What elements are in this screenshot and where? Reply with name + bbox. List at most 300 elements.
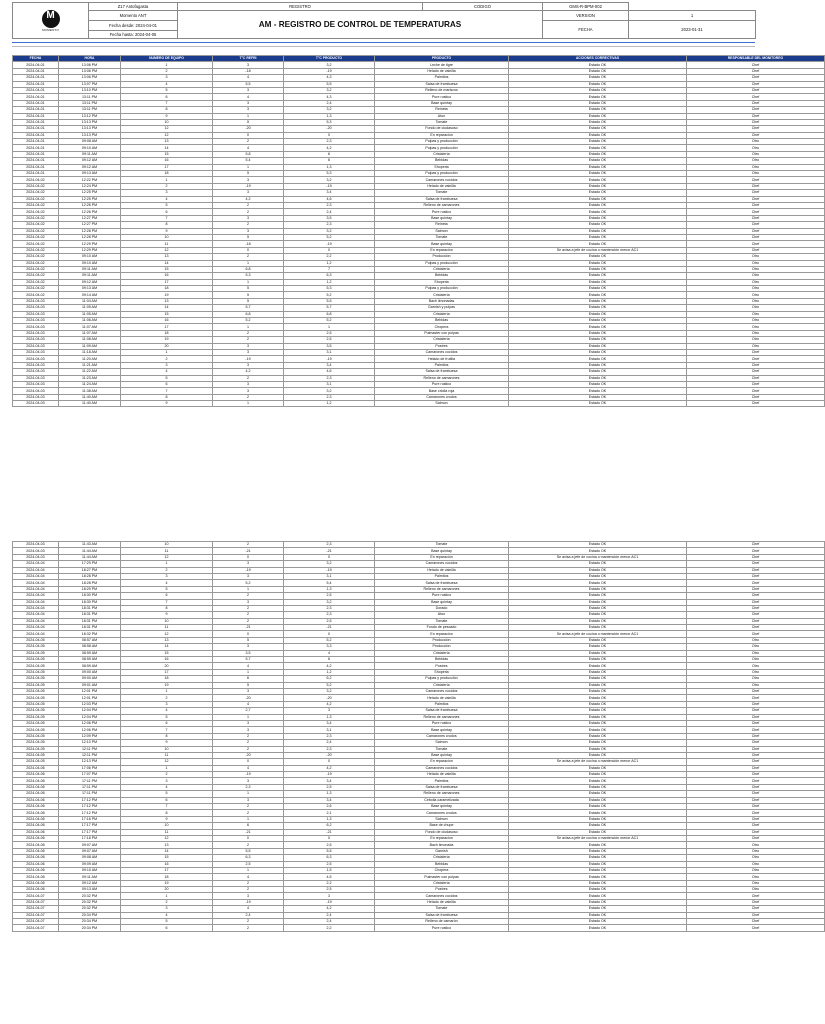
hora-cell: 09:09 AM [59, 861, 121, 867]
refri-temp-cell: 1 [213, 113, 284, 119]
hora-cell: 17:12 PM [59, 797, 121, 803]
refri-temp-cell: 6,8 [213, 266, 284, 272]
equipo-cell: 3 [121, 362, 213, 368]
hora-cell: 12:29 PM [59, 241, 121, 247]
fecha-cell: 2024-04-06 [13, 861, 59, 867]
hora-cell: 12:10 PM [59, 740, 121, 746]
producto-temp-cell: 5,3 [284, 286, 375, 292]
hora-cell: 12:09 PM [59, 733, 121, 739]
fecha-cell: 2024-04-04 [13, 561, 59, 567]
hora-cell: 17:16 PM [59, 816, 121, 822]
hora-cell: 11:23 AM [59, 375, 121, 381]
responsable-cell: Chef [687, 107, 825, 113]
producto-temp-cell: 1,2 [284, 279, 375, 285]
acciones-cell: Estado OK [509, 657, 687, 663]
producto-cell: En reparacion [375, 835, 509, 841]
equipo-cell: 15 [121, 650, 213, 656]
producto-temp-cell: 5,2 [284, 234, 375, 240]
responsable-cell: Chef [687, 228, 825, 234]
producto-temp-cell: 2,2 [284, 925, 375, 931]
producto-temp-cell: 3,5 [284, 215, 375, 221]
acciones-cell: Estado OK [509, 605, 687, 611]
refri-temp-cell: 1 [213, 164, 284, 170]
refri-temp-cell: -21 [213, 548, 284, 554]
responsable-cell: Chef [687, 599, 825, 605]
responsable-cell: Chef [687, 222, 825, 228]
producto-cell: Relleno de camarones [375, 714, 509, 720]
responsable-cell: Otro [687, 330, 825, 336]
acciones-cell: Estado OK [509, 733, 687, 739]
equipo-cell: 4 [121, 580, 213, 586]
producto-temp-cell: 3,2 [284, 107, 375, 113]
producto-cell: Shoperia [375, 164, 509, 170]
producto-cell: Helado de vainilla [375, 695, 509, 701]
acciones-cell: Estado OK [509, 298, 687, 304]
acciones-cell: Estado OK [509, 746, 687, 752]
hora-cell: 17:06 PM [59, 765, 121, 771]
hora-cell: 09:07 AM [59, 848, 121, 854]
refri-temp-cell: 4,2 [213, 196, 284, 202]
fecha-cell: 2024-04-01 [13, 139, 59, 145]
equipo-cell: 3 [121, 190, 213, 196]
refri-temp-cell: 3 [213, 343, 284, 349]
acciones-cell: Estado OK [509, 401, 687, 407]
acciones-cell: Estado OK [509, 714, 687, 720]
producto-cell: Helado de frutilla [375, 356, 509, 362]
producto-temp-cell: 2,3 [284, 139, 375, 145]
hora-cell: 18:31 PM [59, 605, 121, 611]
responsable-cell: Chef [687, 708, 825, 714]
acciones-cell: Estado OK [509, 919, 687, 925]
fecha-cell: 2024-04-07 [13, 899, 59, 905]
refri-temp-cell: 5 [213, 234, 284, 240]
acciones-cell: Se avisa a jefe de cocina o mantención menor AC1 [509, 835, 687, 841]
responsable-cell: Otro [687, 254, 825, 260]
acciones-cell: Estado OK [509, 548, 687, 554]
fecha-cell: 2024-04-01 [13, 151, 59, 157]
hora-cell: 18:29 PM [59, 586, 121, 592]
hora-cell: 12:04 PM [59, 714, 121, 720]
acciones-cell: Estado OK [509, 375, 687, 381]
acciones-cell: Estado OK [509, 388, 687, 394]
fecha-value: 2023-01-31 [629, 20, 756, 38]
acciones-cell: Estado OK [509, 164, 687, 170]
codigo-value: GMS-R-BPM-002 [543, 3, 629, 11]
registro-label: REGISTRO [178, 3, 423, 11]
equipo-cell: 4 [121, 912, 213, 918]
refri-temp-cell: 3 [213, 720, 284, 726]
hora-cell: 09:00 AM [59, 669, 121, 675]
refri-temp-cell: 6,3 [213, 855, 284, 861]
fecha-cell: 2024-04-06 [13, 880, 59, 886]
equipo-cell: 11 [121, 829, 213, 835]
equipo-cell: 9 [121, 816, 213, 822]
fecha-cell: 2024-04-07 [13, 893, 59, 899]
equipo-cell: 5 [121, 375, 213, 381]
refri-temp-cell: -20 [213, 752, 284, 758]
producto-cell: Base quintay [375, 548, 509, 554]
producto-cell: Base criolla roja [375, 388, 509, 394]
producto-temp-cell: -19 [284, 772, 375, 778]
responsable-cell: Otro [687, 848, 825, 854]
producto-cell: Relleno de camarones [375, 791, 509, 797]
acciones-cell: Estado OK [509, 829, 687, 835]
responsable-cell: Chef [687, 542, 825, 548]
refri-temp-cell: 2 [213, 919, 284, 925]
producto-cell: Pure rustico [375, 94, 509, 100]
equipo-cell: 6 [121, 797, 213, 803]
producto-cell: En reparacion [375, 247, 509, 253]
acciones-cell: Estado OK [509, 650, 687, 656]
responsable-cell: Otro [687, 139, 825, 145]
responsable-cell: Otro [687, 324, 825, 330]
producto-temp-cell: 2,2 [284, 254, 375, 260]
acciones-cell: Estado OK [509, 62, 687, 68]
table-row [13, 925, 825, 931]
responsable-cell: Chef [687, 701, 825, 707]
hora-cell: 11:07 AM [59, 330, 121, 336]
responsable-cell: Chef [687, 810, 825, 816]
producto-temp-cell: 2,3 [284, 202, 375, 208]
refri-temp-cell: 5 [213, 119, 284, 125]
refri-temp-cell: -20 [213, 695, 284, 701]
equipo-cell: 9 [121, 228, 213, 234]
refri-temp-cell: 3 [213, 893, 284, 899]
responsable-cell: Chef [687, 740, 825, 746]
responsable-cell: Otro [687, 874, 825, 880]
responsable-cell: Chef [687, 75, 825, 81]
hora-cell: 18:31 PM [59, 612, 121, 618]
acciones-cell: Estado OK [509, 695, 687, 701]
date-from: Fecha desde: 2024-04-01 [89, 20, 178, 30]
acciones-cell: Estado OK [509, 209, 687, 215]
producto-temp-cell: 2,4 [284, 209, 375, 215]
producto-temp-cell: -19 [284, 567, 375, 573]
responsable-cell: Chef [687, 752, 825, 758]
producto-cell: Pure rustico [375, 593, 509, 599]
refri-temp-cell: 1 [213, 324, 284, 330]
refri-temp-cell: 1 [213, 816, 284, 822]
logo-caption: MOMENTO [41, 28, 59, 32]
acciones-cell: Estado OK [509, 381, 687, 387]
producto-temp-cell: 2,3 [284, 394, 375, 400]
fecha-cell: 2024-04-05 [13, 650, 59, 656]
hora-cell: 11:09 AM [59, 343, 121, 349]
acciones-cell: Estado OK [509, 912, 687, 918]
col-numero-equipo: NUMERO DE EQUIPO [121, 56, 213, 62]
responsable-cell: Chef [687, 580, 825, 586]
hora-cell: 09:08 AM [59, 139, 121, 145]
acciones-cell: Estado OK [509, 132, 687, 138]
refri-temp-cell: 6 [213, 676, 284, 682]
responsable-cell: Chef [687, 759, 825, 765]
producto-temp-cell: 1,3 [284, 791, 375, 797]
refri-temp-cell: 0 [213, 554, 284, 560]
fecha-cell: 2024-04-01 [13, 75, 59, 81]
producto-temp-cell: 4,3 [284, 94, 375, 100]
producto-cell: Shoperia [375, 669, 509, 675]
fecha-cell: 2024-04-01 [13, 171, 59, 177]
hora-cell: 20:34 PM [59, 919, 121, 925]
producto-cell: Helado de vainilla [375, 899, 509, 905]
responsable-cell: Chef [687, 906, 825, 912]
hora-cell: 11:40 AM [59, 394, 121, 400]
acciones-cell: Estado OK [509, 260, 687, 266]
producto-temp-cell: 3 [284, 893, 375, 899]
hora-cell: 09:10 AM [59, 254, 121, 260]
equipo-cell: 17 [121, 867, 213, 873]
producto-temp-cell: 1 [284, 324, 375, 330]
acciones-cell: Estado OK [509, 740, 687, 746]
producto-temp-cell: 5,3 [284, 171, 375, 177]
equipo-cell: 3 [121, 778, 213, 784]
responsable-cell: Chef [687, 234, 825, 240]
acciones-cell: Estado OK [509, 349, 687, 355]
acciones-cell: Estado OK [509, 126, 687, 132]
refri-temp-cell: 3 [213, 177, 284, 183]
fecha-cell: 2024-04-07 [13, 906, 59, 912]
producto-cell: Pulpas y producción [375, 139, 509, 145]
responsable-cell: Otro [687, 260, 825, 266]
fecha-cell: 2024-04-05 [13, 669, 59, 675]
acciones-cell: Estado OK [509, 215, 687, 221]
fecha-cell: 2024-04-03 [13, 311, 59, 317]
fecha-cell: 2024-04-03 [13, 388, 59, 394]
fecha-cell: 2024-04-02 [13, 222, 59, 228]
fecha-cell: 2024-04-06 [13, 823, 59, 829]
producto-temp-cell: 3,2 [284, 87, 375, 93]
fecha-cell: 2024-04-02 [13, 292, 59, 298]
responsable-cell: Chef [687, 733, 825, 739]
fecha-cell: 2024-04-03 [13, 330, 59, 336]
producto-cell: Cristalería [375, 650, 509, 656]
hora-cell: 11:18 AM [59, 349, 121, 355]
fecha-cell: 2024-04-04 [13, 618, 59, 624]
refri-temp-cell: 4 [213, 765, 284, 771]
equipo-cell: 15 [121, 311, 213, 317]
acciones-cell: Estado OK [509, 561, 687, 567]
acciones-cell: Estado OK [509, 688, 687, 694]
acciones-cell: Estado OK [509, 107, 687, 113]
producto-temp-cell: 3,2 [284, 688, 375, 694]
hora-cell: 12:22 PM [59, 177, 121, 183]
hora-cell: 11:05 AM [59, 305, 121, 311]
producto-temp-cell: 3,2 [284, 599, 375, 605]
producto-cell: Base quintay [375, 215, 509, 221]
responsable-cell: Otro [687, 305, 825, 311]
producto-temp-cell: 2,3 [284, 746, 375, 752]
refri-temp-cell: 2 [213, 202, 284, 208]
hora-cell: 12:25 PM [59, 196, 121, 202]
responsable-cell: Chef [687, 356, 825, 362]
responsable-cell: Otro [687, 279, 825, 285]
fecha-cell: 2024-04-04 [13, 631, 59, 637]
responsable-cell: Chef [687, 720, 825, 726]
hora-cell: 09:11 AM [59, 273, 121, 279]
refri-temp-cell: 2 [213, 880, 284, 886]
responsable-cell: Otro [687, 171, 825, 177]
fecha-cell: 2024-04-01 [13, 113, 59, 119]
equipo-cell: 2 [121, 68, 213, 74]
fecha-cell: 2024-04-04 [13, 586, 59, 592]
acciones-cell: Estado OK [509, 234, 687, 240]
acciones-cell: Estado OK [509, 567, 687, 573]
producto-temp-cell: 3,5 [284, 343, 375, 349]
producto-temp-cell: -20 [284, 126, 375, 132]
acciones-cell: Estado OK [509, 158, 687, 164]
equipo-cell: 1 [121, 893, 213, 899]
acciones-cell: Estado OK [509, 791, 687, 797]
producto-cell: Cristalería [375, 292, 509, 298]
equipo-cell: 2 [121, 356, 213, 362]
refri-temp-cell: 3 [213, 727, 284, 733]
fecha-cell: 2024-04-06 [13, 867, 59, 873]
equipo-cell: 18 [121, 676, 213, 682]
responsable-cell: Chef [687, 554, 825, 560]
hora-cell: 09:11 AM [59, 874, 121, 880]
hora-cell: 12:06 PM [59, 727, 121, 733]
fecha-cell: 2024-04-02 [13, 234, 59, 240]
producto-temp-cell: 5,3 [284, 119, 375, 125]
fecha-cell: 2024-04-02 [13, 209, 59, 215]
producto-cell: Tomate [375, 618, 509, 624]
producto-cell: Palmitos [375, 573, 509, 579]
equipo-cell: 12 [121, 247, 213, 253]
producto-temp-cell: 1,3 [284, 586, 375, 592]
producto-temp-cell: 3,4 [284, 778, 375, 784]
fecha-cell: 2024-04-01 [13, 100, 59, 106]
responsable-cell: Chef [687, 631, 825, 637]
producto-cell: Shoperia [375, 279, 509, 285]
hora-cell: 13:11 PM [59, 94, 121, 100]
equipo-cell: 17 [121, 279, 213, 285]
producto-temp-cell: 6,3 [284, 855, 375, 861]
producto-temp-cell: 4,2 [284, 701, 375, 707]
producto-temp-cell: 6 [284, 158, 375, 164]
acciones-cell: Estado OK [509, 330, 687, 336]
table-body-page2 [13, 542, 825, 932]
refri-temp-cell: -19 [213, 356, 284, 362]
producto-cell: Camarones cocidos [375, 765, 509, 771]
equipo-cell: 19 [121, 682, 213, 688]
equipo-cell: 9 [121, 401, 213, 407]
producto-cell: Relleno de mariscos [375, 87, 509, 93]
responsable-cell: Chef [687, 829, 825, 835]
hora-cell: 13:10 PM [59, 87, 121, 93]
refri-temp-cell: 3 [213, 362, 284, 368]
responsable-cell: Chef [687, 119, 825, 125]
equipo-cell: 16 [121, 158, 213, 164]
fecha-cell: 2024-04-01 [13, 132, 59, 138]
hora-cell: 09:14 AM [59, 292, 121, 298]
equipo-cell: 7 [121, 100, 213, 106]
producto-cell: Salsa de frambuesa [375, 784, 509, 790]
fecha-cell: 2024-04-02 [13, 190, 59, 196]
producto-temp-cell: 4,5 [284, 874, 375, 880]
responsable-cell: Chef [687, 804, 825, 810]
refri-temp-cell: 3,5 [213, 650, 284, 656]
producto-cell: Salsa de frambuesa [375, 708, 509, 714]
producto-temp-cell: 1,3 [284, 714, 375, 720]
producto-cell: Helado de vainilla [375, 68, 509, 74]
refri-temp-cell: 3 [213, 644, 284, 650]
acciones-cell: Estado OK [509, 906, 687, 912]
producto-cell: Postres [375, 663, 509, 669]
producto-cell: Fondo de pescado [375, 625, 509, 631]
refri-temp-cell: -19 [213, 899, 284, 905]
refri-temp-cell: 3 [213, 599, 284, 605]
hora-cell: 12:26 PM [59, 202, 121, 208]
producto-cell: Salsa de frambuesa [375, 81, 509, 87]
producto-cell: Palmitos [375, 701, 509, 707]
fecha-cell: 2024-04-05 [13, 727, 59, 733]
producto-cell: Camarones cocidos [375, 349, 509, 355]
fecha-cell: 2024-04-03 [13, 298, 59, 304]
hora-cell: 18:31 PM [59, 618, 121, 624]
producto-temp-cell: 3,2 [284, 62, 375, 68]
moment-name: Momento ANT [89, 11, 178, 21]
hora-cell: 12:24 PM [59, 183, 121, 189]
refri-temp-cell: 5 [213, 637, 284, 643]
hora-cell: 13:06 PM [59, 62, 121, 68]
producto-cell: En reparacion [375, 132, 509, 138]
producto-temp-cell: 5,2 [284, 292, 375, 298]
producto-temp-cell: -21 [284, 548, 375, 554]
refri-temp-cell: 2 [213, 254, 284, 260]
refri-temp-cell: 5,8 [213, 151, 284, 157]
producto-cell: Pulpas y producción [375, 145, 509, 151]
refri-temp-cell: 0 [213, 759, 284, 765]
equipo-cell: 5 [121, 87, 213, 93]
producto-cell: Salsa de frambuesa [375, 580, 509, 586]
responsable-cell: Chef [687, 362, 825, 368]
hora-cell: 09:12 AM [59, 880, 121, 886]
fecha-cell: 2024-04-03 [13, 343, 59, 349]
fecha-cell: 2024-04-04 [13, 605, 59, 611]
producto-cell: Cristalería [375, 855, 509, 861]
equipo-cell: 13 [121, 139, 213, 145]
producto-temp-cell: 1,5 [284, 867, 375, 873]
responsable-cell: Chef [687, 899, 825, 905]
equipo-cell: 5 [121, 586, 213, 592]
fecha-cell: 2024-04-04 [13, 573, 59, 579]
responsable-cell: Chef [687, 816, 825, 822]
fecha-cell: 2024-04-01 [13, 119, 59, 125]
fecha-cell: 2024-04-01 [13, 94, 59, 100]
refri-temp-cell: 3 [213, 561, 284, 567]
producto-temp-cell: 4,3 [284, 75, 375, 81]
acciones-cell: Estado OK [509, 542, 687, 548]
refri-temp-cell: 5,5 [213, 848, 284, 854]
producto-temp-cell: 2,4 [284, 100, 375, 106]
equipo-cell: 8 [121, 222, 213, 228]
responsable-cell: Chef [687, 612, 825, 618]
equipo-cell: 18 [121, 874, 213, 880]
acciones-cell: Estado OK [509, 177, 687, 183]
hora-cell: 20:34 PM [59, 912, 121, 918]
fecha-cell: 2024-04-06 [13, 816, 59, 822]
hora-cell: 17:17 PM [59, 823, 121, 829]
momento-logo-icon [42, 10, 60, 28]
fecha-cell: 2024-04-03 [13, 542, 59, 548]
producto-temp-cell: 0 [284, 247, 375, 253]
equipo-cell: 2 [121, 695, 213, 701]
equipo-cell: 17 [121, 164, 213, 170]
hora-cell: 09:12 AM [59, 279, 121, 285]
refri-temp-cell: -21 [213, 829, 284, 835]
refri-temp-cell: -19 [213, 567, 284, 573]
equipo-cell: 20 [121, 887, 213, 893]
